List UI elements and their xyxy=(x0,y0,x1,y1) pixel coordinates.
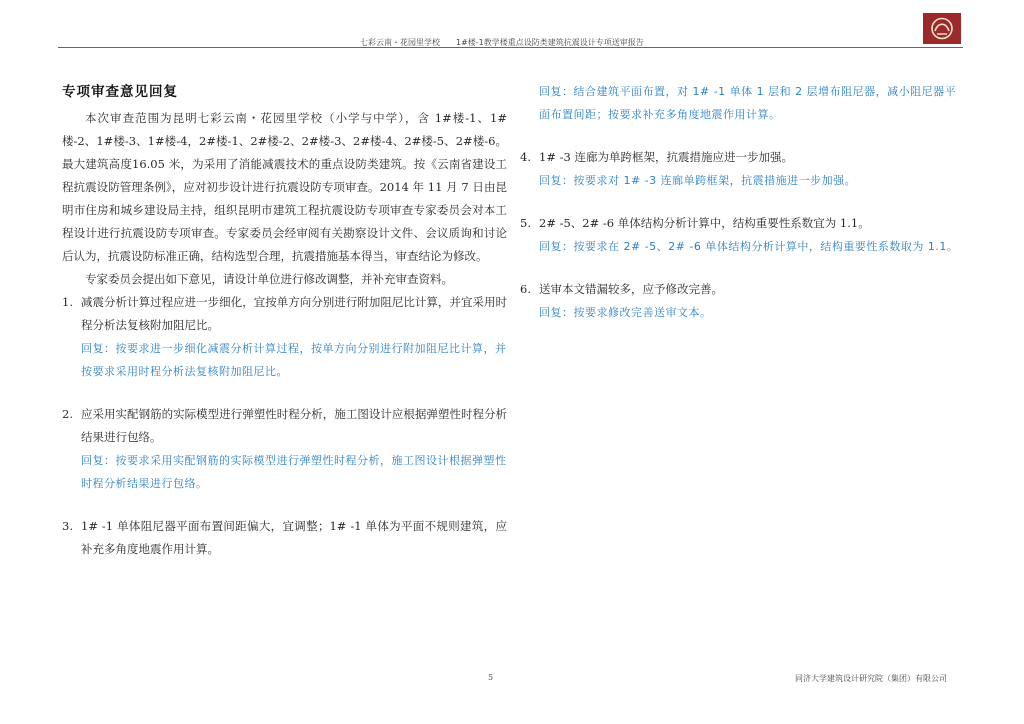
review-item xyxy=(62,403,507,449)
item-text: 1# -1 单体阻尼器平面布置间距偏大，宜调整；1# -1 单体为平面不规则建筑，应补充多角度地震作用计算。 xyxy=(81,519,507,556)
item-text: 减震分析计算过程应进一步细化，宜按单方向分别进行附加阻尼比计算，并宜采用时程分析法复核附加阻尼比。 xyxy=(81,295,507,332)
page-number: 5 xyxy=(488,673,494,682)
document-header-title: 七彩云南・花园里学校 1#楼-1教学楼重点设防类建筑抗震设计专项送审报告 xyxy=(360,38,644,47)
section-title: 专项审查意见回复 xyxy=(62,84,178,100)
lead-paragraph: 专家委员会提出如下意见，请设计单位进行修改调整，并补充审查资料。 xyxy=(85,272,453,286)
item-number: 1. xyxy=(62,295,73,309)
institute-seal-icon xyxy=(923,13,961,44)
item-reply: 回复：按要求修改完善送审文本。 xyxy=(539,306,712,319)
item-text: 1# -3 连廊为单跨框架，抗震措施应进一步加强。 xyxy=(539,150,793,164)
item-text: 送审本文错漏较多，应予修改完善。 xyxy=(539,282,723,296)
review-item xyxy=(520,146,965,169)
header-divider xyxy=(58,47,963,48)
item-reply: 回复：按要求采用实配钢筋的实际模型进行弹塑性时程分析，施工图设计根据弹塑性时程分析结果进行包络。 xyxy=(81,454,507,490)
review-item xyxy=(62,515,507,561)
footer-organization: 同济大学建筑设计研究院（集团）有限公司 xyxy=(795,674,947,683)
item-reply: 回复：按要求在 2# -5、2# -6 单体结构分析计算中，结构重要性系数取为 1.1。 xyxy=(539,240,959,253)
review-item xyxy=(520,212,965,235)
item-number: 2. xyxy=(62,407,73,421)
item-text: 2# -5、2# -6 单体结构分析计算中，结构重要性系数宜为 1.1。 xyxy=(539,216,870,230)
item-number: 4. xyxy=(520,150,531,164)
item-reply: 回复：结合建筑平面布置，对 1# -1 单体 1 层和 2 层增布阻尼器，减小阻尼器平面布置间距；按要求补充多角度地震作用计算。 xyxy=(539,85,957,121)
item-reply: 回复：按要求对 1# -3 连廊单跨框架，抗震措施进一步加强。 xyxy=(539,174,857,187)
item-reply: 回复：按要求进一步细化减震分析计算过程，按单方向分别进行附加阻尼比计算，并按要求采用时程分析法复核附加阻尼比。 xyxy=(81,342,507,378)
item-number: 5. xyxy=(520,216,531,230)
item-text: 应采用实配钢筋的实际模型进行弹塑性时程分析，施工图设计应根据弹塑性时程分析结果进行包络。 xyxy=(81,407,507,444)
left-column xyxy=(62,80,507,561)
right-column xyxy=(520,80,965,324)
intro-paragraph: 本次审查范围为昆明七彩云南・花园里学校（小学与中学），含 1#楼-1、1#楼-2、1#楼-3、1#楼-4，2#楼-1、2#楼-2、2#楼-3、2#楼-4、2#楼-5、2#楼-6。最大建筑高度16.05 米，为采用了消能减震技术的重点设防类建筑。按《云南省建设工程抗震设防管理条例》，应对初步设计进行抗震设防专项审查。2014 年 11 月 7 日由昆明市住房和城乡建设局主持，组织昆明市建筑工程抗震设防专项审查专家委员会对本工程设计进行抗震设防专项审查。专家委员会经审阅有关勘察设计文件、会议质询和讨论后认为，抗震设防标准正确，结构选型合理，抗震措施基本得当，审查结论为修改。 xyxy=(62,111,507,263)
review-item xyxy=(520,278,965,301)
review-item xyxy=(62,291,507,337)
item-number: 3. xyxy=(62,519,73,533)
item-number: 6. xyxy=(520,282,531,296)
